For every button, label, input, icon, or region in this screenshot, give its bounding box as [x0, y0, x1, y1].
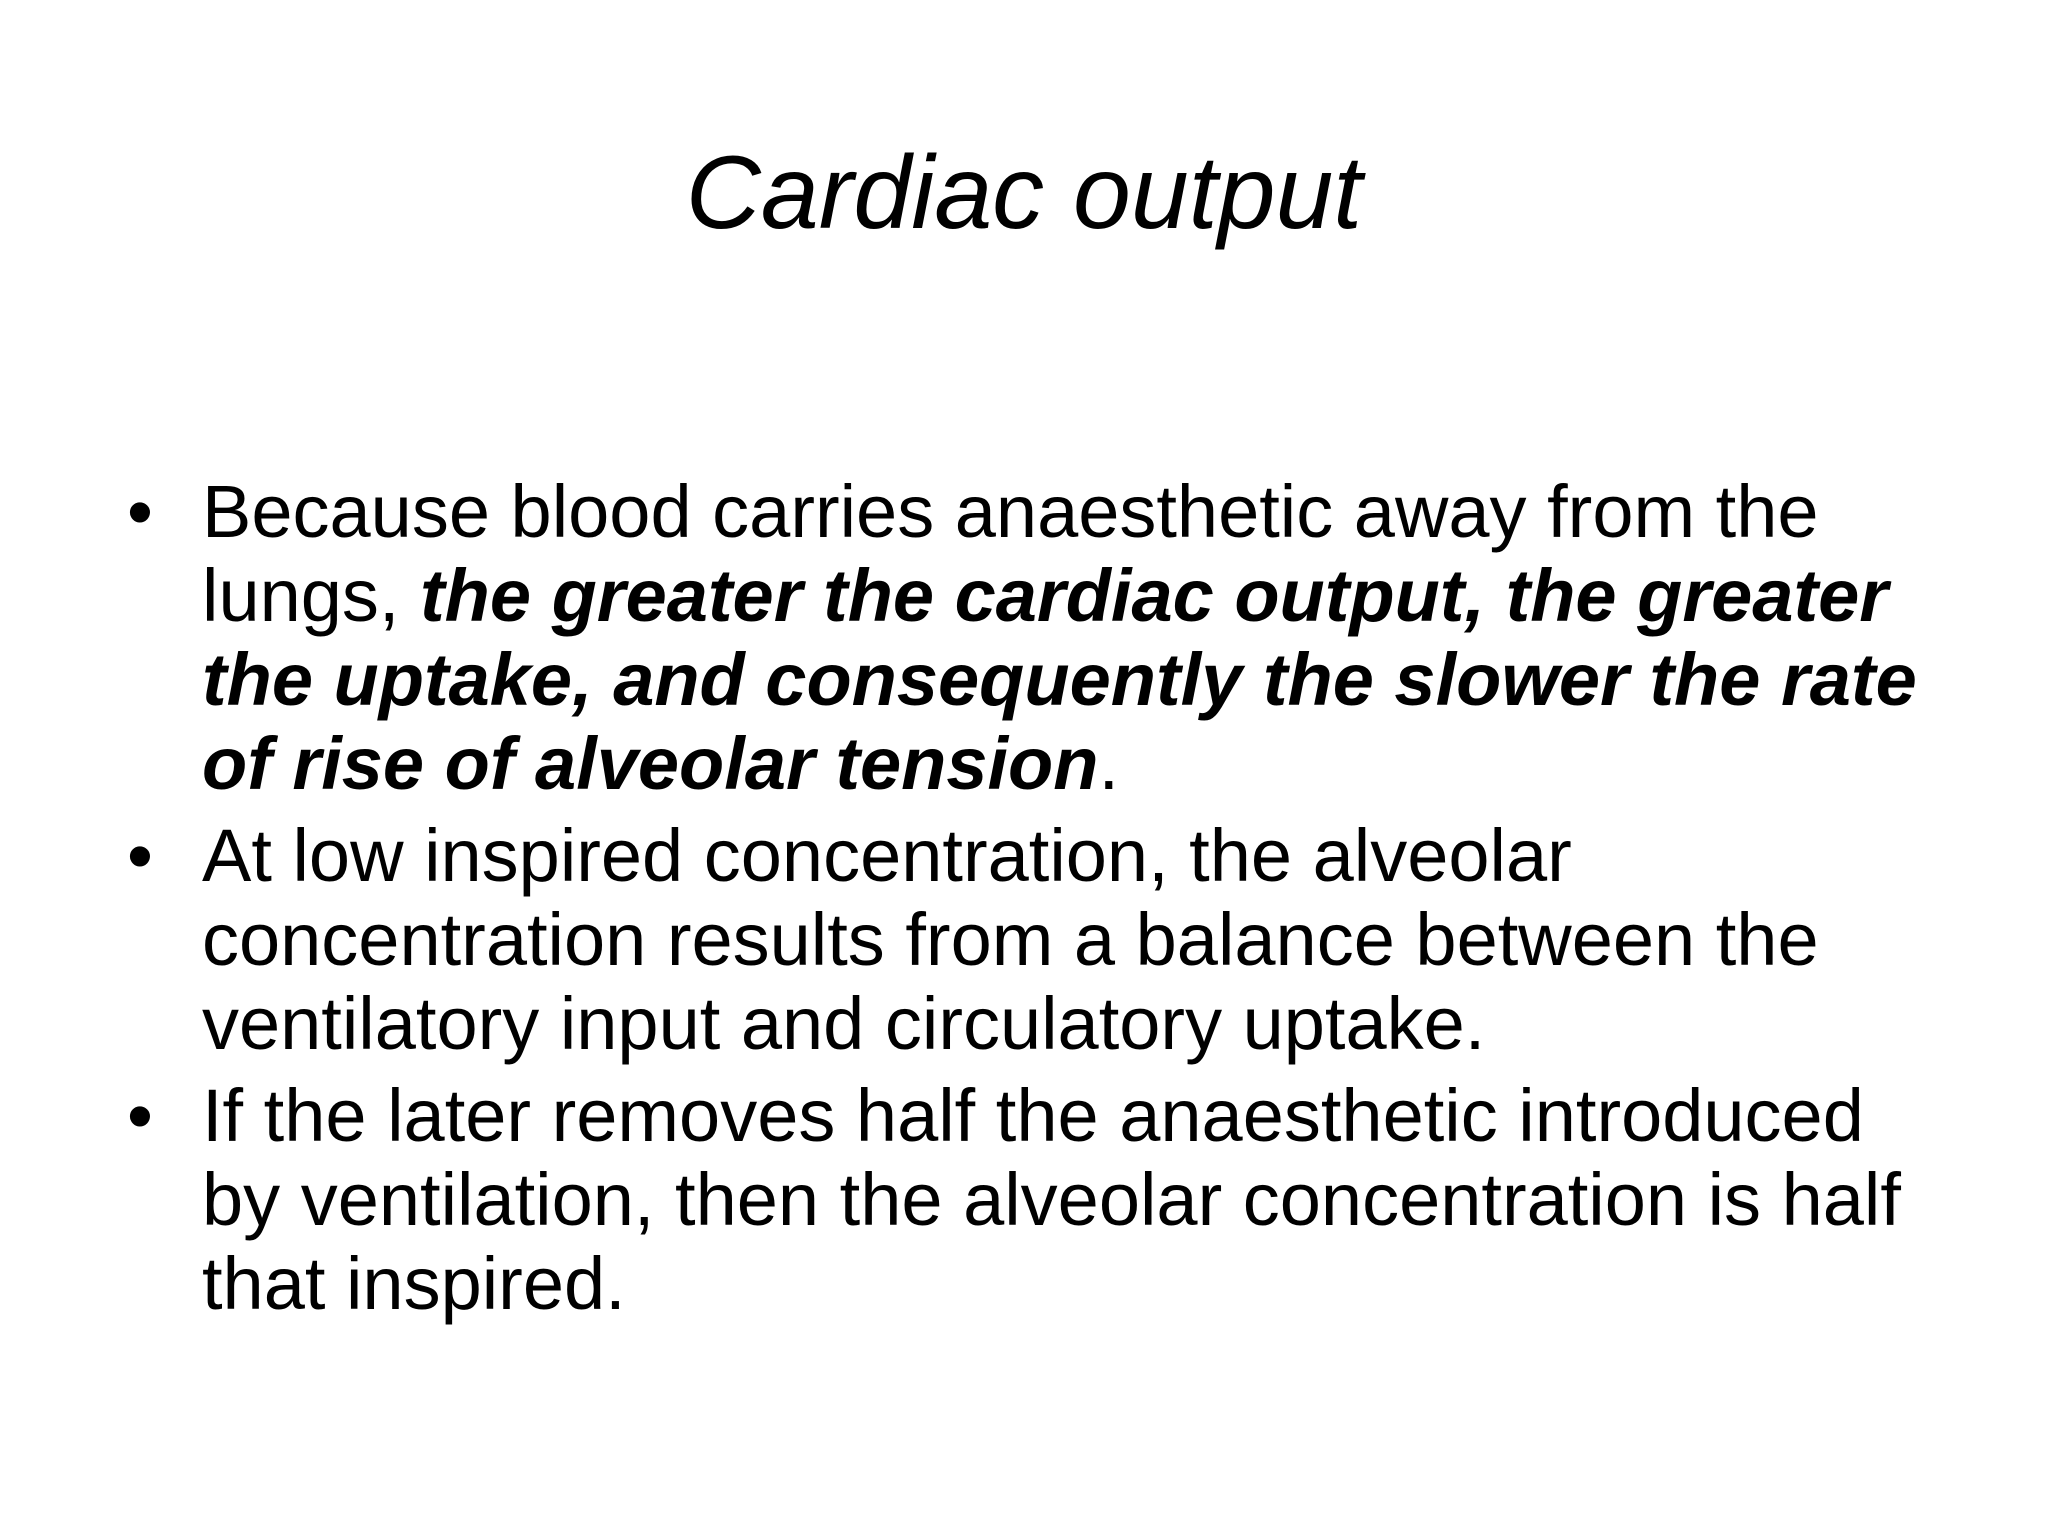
bullet-text-1-end: .	[1098, 722, 1120, 805]
bullet-text-2: At low inspired concentration, the alveolar concentration results from a balance between the ventilatory input and circulatory uptake.	[202, 814, 1819, 1065]
slide-title: Cardiac output	[685, 135, 1363, 251]
bullet-item-2	[120, 814, 1950, 1066]
bullet-text-1-plain: Because blood carries anaesthetic away from the lungs,	[202, 470, 1819, 637]
bullet-text-1-emphasis: the greater the cardiac output, the greater the uptake, and consequently the slower the rate of rise of alveolar tension	[202, 554, 1917, 805]
bullet-item-3	[120, 1074, 1950, 1326]
bullet-text-3: If the later removes half the anaesthetic introduced by ventilation, then the alveolar concentration is half that inspired.	[202, 1074, 1901, 1325]
bullet-item-1	[120, 470, 1950, 806]
bullet-icon: •	[127, 470, 153, 553]
bullet-icon: •	[127, 814, 153, 897]
bullet-icon: •	[127, 1074, 153, 1157]
bullet-list	[120, 470, 1950, 1334]
